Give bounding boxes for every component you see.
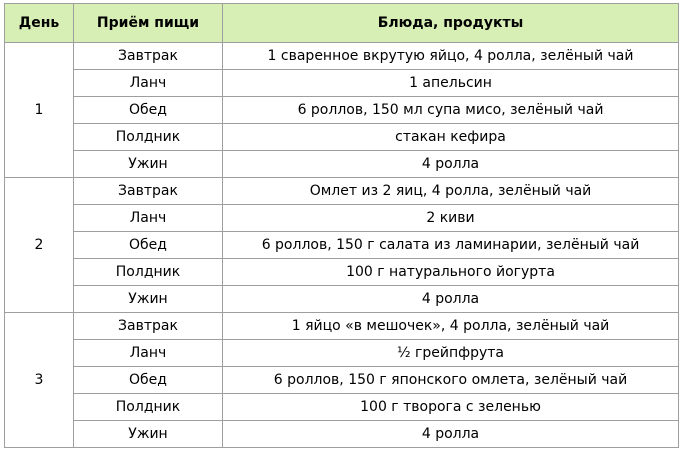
dishes-cell: 6 роллов, 150 мл супа мисо, зелёный чай — [223, 97, 679, 124]
meal-cell: Завтрак — [74, 178, 223, 205]
dishes-cell: 100 г творога с зеленью — [223, 394, 679, 421]
meal-cell: Завтрак — [74, 43, 223, 70]
dishes-cell: 100 г натурального йогурта — [223, 259, 679, 286]
day-cell: 2 — [5, 178, 74, 313]
day-cell: 3 — [5, 313, 74, 448]
dishes-cell: 1 сваренное вкрутую яйцо, 4 ролла, зелёный чай — [223, 43, 679, 70]
meal-cell: Ужин — [74, 421, 223, 448]
table-row — [5, 394, 679, 421]
dishes-cell: ½ грейпфрута — [223, 340, 679, 367]
table-row — [5, 259, 679, 286]
meal-cell: Ужин — [74, 151, 223, 178]
table-row — [5, 97, 679, 124]
header-meal: Приём пищи — [74, 4, 223, 43]
dishes-cell: 4 ролла — [223, 151, 679, 178]
dishes-cell: 6 роллов, 150 г салата из ламинарии, зелёный чай — [223, 232, 679, 259]
dishes-cell: Омлет из 2 яиц, 4 ролла, зелёный чай — [223, 178, 679, 205]
table-row — [5, 43, 679, 70]
table-row — [5, 367, 679, 394]
table-row — [5, 340, 679, 367]
meal-cell: Завтрак — [74, 313, 223, 340]
meal-cell: Ланч — [74, 340, 223, 367]
header-dishes: Блюда, продукты — [223, 4, 679, 43]
meal-cell: Полдник — [74, 124, 223, 151]
table-row — [5, 124, 679, 151]
meal-cell: Ланч — [74, 70, 223, 97]
table-row — [5, 313, 679, 340]
table-row — [5, 151, 679, 178]
dishes-cell: стакан кефира — [223, 124, 679, 151]
table-row — [5, 286, 679, 313]
day-cell: 1 — [5, 43, 74, 178]
dishes-cell: 4 ролла — [223, 286, 679, 313]
dishes-cell: 4 ролла — [223, 421, 679, 448]
meal-cell: Ланч — [74, 205, 223, 232]
meal-cell: Полдник — [74, 394, 223, 421]
table-row — [5, 178, 679, 205]
table-row — [5, 70, 679, 97]
dishes-cell: 1 апельсин — [223, 70, 679, 97]
table-row — [5, 232, 679, 259]
meal-cell: Ужин — [74, 286, 223, 313]
dishes-cell: 2 киви — [223, 205, 679, 232]
meal-cell: Полдник — [74, 259, 223, 286]
meal-cell: Обед — [74, 97, 223, 124]
dishes-cell: 1 яйцо «в мешочек», 4 ролла, зелёный чай — [223, 313, 679, 340]
diet-table — [4, 3, 679, 448]
dishes-cell: 6 роллов, 150 г японского омлета, зелёный чай — [223, 367, 679, 394]
meal-cell: Обед — [74, 232, 223, 259]
meal-cell: Обед — [74, 367, 223, 394]
table-row — [5, 205, 679, 232]
table-row — [5, 421, 679, 448]
header-day: День — [5, 4, 74, 43]
header-row — [5, 4, 679, 43]
